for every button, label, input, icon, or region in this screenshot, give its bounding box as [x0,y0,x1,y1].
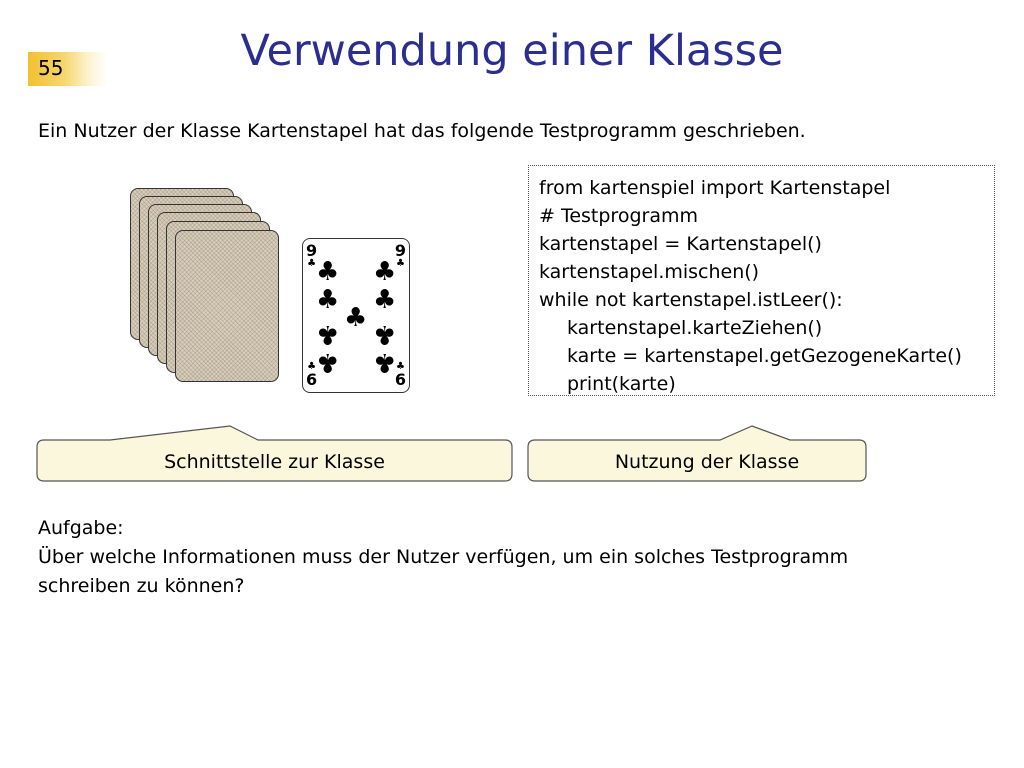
club-icon: ♣ [316,257,340,287]
club-icon: ♣ [373,257,397,287]
code-line: kartenstapel.karteZiehen() [567,317,823,339]
callout-usage-label: Nutzung der Klasse [614,451,800,473]
club-icon: ♣ [307,361,317,372]
club-icon: ♣ [344,303,368,333]
slide-title: Verwendung einer Klasse [240,26,784,76]
task-question-line: schreiben zu können? [38,575,245,597]
club-icon: ♣ [373,347,397,377]
club-icon: ♣ [316,285,340,315]
task-heading: Aufgabe: [38,517,124,539]
code-line: print(karte) [567,373,676,395]
club-icon: ♣ [316,319,340,349]
callout-interface-label: Schnittstelle zur Klasse [164,451,385,473]
intro-text: Ein Nutzer der Klasse Kartenstapel hat das folgende Testprogramm geschrieben. [38,120,806,142]
code-line: karte = kartenstapel.getGezogeneKarte() [567,345,962,367]
code-line: kartenstapel.mischen() [539,261,760,283]
club-icon: ♣ [373,319,397,349]
card-rank: 9 [394,241,406,260]
card-rank: 6 [394,370,406,389]
task-question-line: Über welche Informationen muss der Nutzer verfügen, um ein solches Testprogramm [38,546,849,568]
card-rank: 6 [306,370,318,389]
card-rank: 9 [306,241,318,260]
code-line: while not kartenstapel.istLeer(): [539,289,843,311]
slide-number: 55 [38,56,64,80]
club-icon: ♣ [316,347,340,377]
code-line: # Testprogramm [539,205,698,227]
club-icon: ♣ [307,258,317,269]
club-icon: ♣ [395,361,405,372]
task-block [38,514,848,601]
club-icon: ♣ [395,258,405,269]
code-line: from kartenspiel import Kartenstapel [539,177,891,199]
code-line: kartenstapel = Kartenstapel() [539,233,822,255]
club-icon: ♣ [373,285,397,315]
